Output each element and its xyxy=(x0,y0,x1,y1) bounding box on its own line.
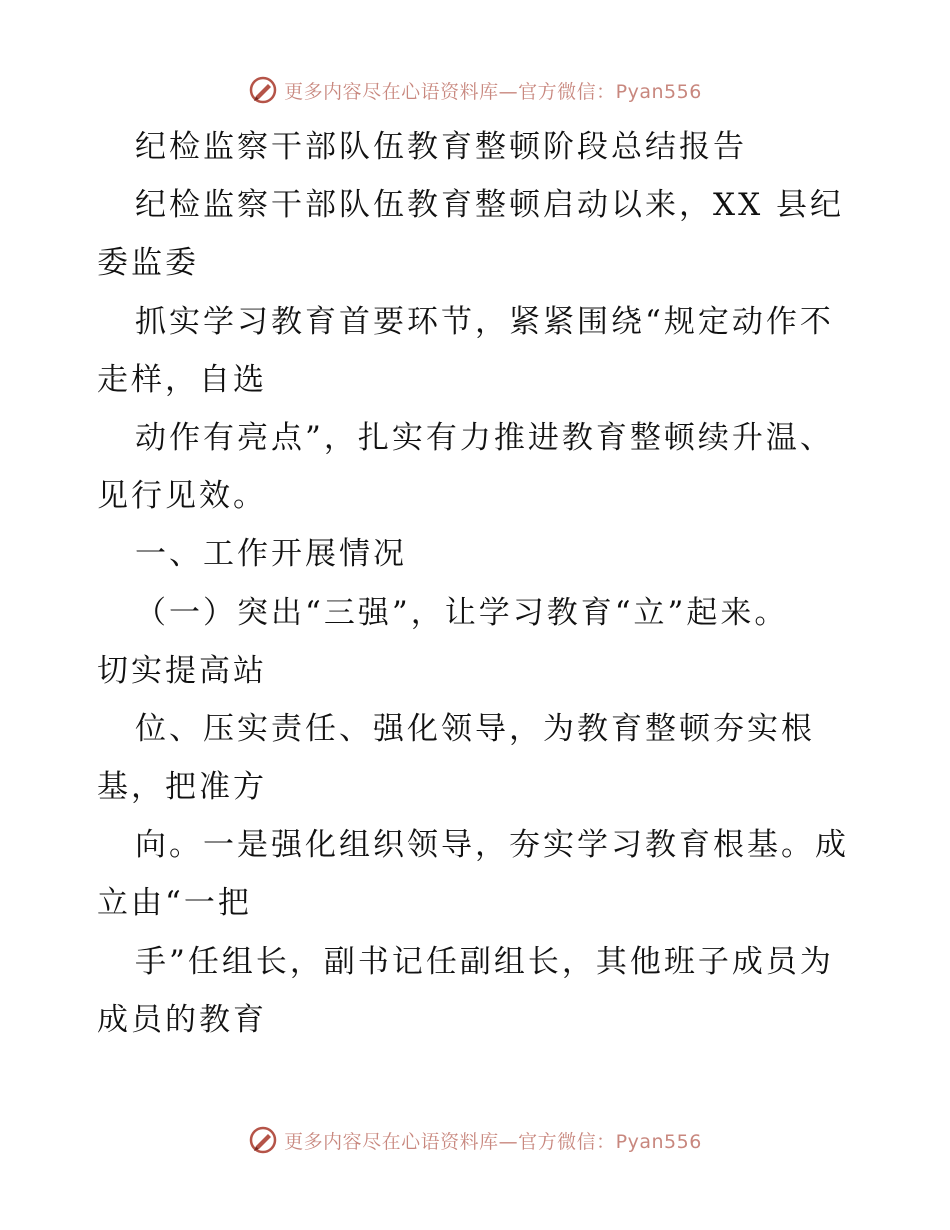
document-line: 抓实学习教育首要环节，紧紧围绕“规定动作不 xyxy=(135,303,834,340)
document-line: 基，把准方 xyxy=(97,769,267,806)
document-line: 见行见效。 xyxy=(97,478,267,515)
document-line: 一、工作开展情况 xyxy=(135,536,407,573)
pen-logo-icon xyxy=(248,75,278,105)
header-watermark xyxy=(0,70,950,110)
document-line: 走样，自选 xyxy=(97,361,267,398)
document-line: 纪检监察干部队伍教育整顿启动以来，XX 县纪 xyxy=(135,187,844,224)
document-line: 纪检监察干部队伍教育整顿阶段总结报告 xyxy=(135,129,747,165)
document-line: 委监委 xyxy=(97,245,199,282)
watermark-text: 更多内容尽在心语资料库—官方微信：Pyan556 xyxy=(284,1130,702,1153)
pen-logo-icon xyxy=(248,1125,278,1155)
document-line: 手”任组长，副书记任副组长，其他班子成员为 xyxy=(135,943,834,980)
document-body xyxy=(97,118,867,1049)
document-line: 位、压实责任、强化领导，为教育整顿夯实根 xyxy=(135,710,815,747)
document-line: 成员的教育 xyxy=(97,1001,267,1038)
document-line: 动作有亮点”，扎实有力推进教育整顿续升温、 xyxy=(135,419,834,456)
footer-watermark xyxy=(0,1120,950,1160)
watermark-text: 更多内容尽在心语资料库—官方微信：Pyan556 xyxy=(284,80,702,103)
document-line: 向。一是强化组织领导，夯实学习教育根基。成 xyxy=(135,827,849,864)
document-line: 切实提高站 xyxy=(97,652,267,689)
document-line: 立由“一把 xyxy=(97,885,252,922)
document-line: （一）突出“三强”，让学习教育“立”起来。 xyxy=(135,594,789,631)
